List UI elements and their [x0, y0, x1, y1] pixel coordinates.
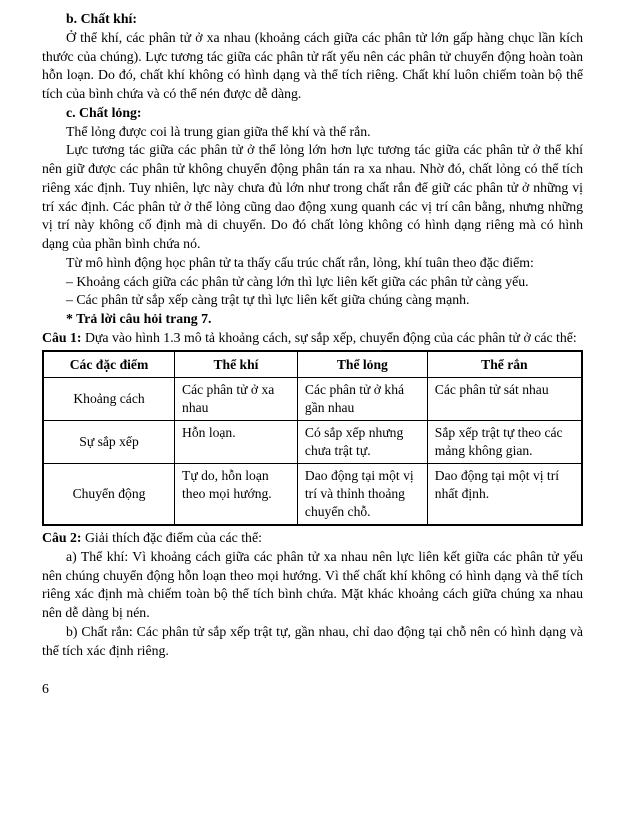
- table-header-row: [43, 351, 582, 378]
- page-number: 6: [42, 681, 49, 697]
- table-cell: Các phân tử ở xa nhau: [175, 378, 298, 421]
- paragraph-answer-a: a) Thể khí: Vì khoảng cách giữa các phân tử xa nhau nên lực liên kết giữa các phân tử yếu nên chúng chuyển động hỗn loạn theo mọi hướng. Vì thế chất khí không có hình dạng và thể tích riêng xác định mà chiếm toàn bộ thể tích bình chứa. Mặt khác khoảng cách giữa chúng xa nhau nên dễ dàng bị nén.: [42, 548, 583, 620]
- table-cell: Tự do, hỗn loạn theo mọi hướng.: [175, 464, 298, 525]
- paragraph-answer-b: b) Chất rắn: Các phân tử sắp xếp trật tự, gần nhau, chỉ dao động tại chỗ nên có hình dạng và thể tích xác định riêng.: [42, 623, 583, 658]
- table-cell: Các phân tử sát nhau: [427, 378, 582, 421]
- table-header-the-ran: Thể rắn: [427, 351, 582, 378]
- bullet-distance: – Khoảng cách giữa các phân tử càng lớn thì lực liên kết giữa các phân tử càng yếu.: [66, 273, 529, 289]
- cau2-label: Câu 2:: [42, 530, 82, 545]
- table-header-the-khi: Thể khí: [175, 351, 298, 378]
- paragraph-cau1: [42, 329, 583, 348]
- cau1-label: Câu 1:: [42, 329, 82, 345]
- paragraph-model: Từ mô hình động học phân tử ta thấy cấu trúc chất rắn, lỏng, khí tuân theo đặc điểm:: [66, 254, 534, 270]
- cau2-text: Giải thích đặc điểm của các thể:: [84, 530, 262, 545]
- paragraph-liquid: Lực tương tác giữa các phân tử ở thể lỏng lớn hơn lực tương tác giữa các phân tử ở thể khí nên giữ được các phân tử không chuyển động phân tán ra xa nhau. Nhờ đó, chất lỏng có thể tích riêng xác định. Tuy nhiên, lực này chưa đủ lớn như trong chất rắn để giữ các phân tử ở những vị trí xác định. Các phân tử ở thể lỏng cũng dao động xung quanh các vị trí cân bằng, nhưng những vị trí này không cố định mà di chuyển. Do đó chất lỏng không có hình dạng riêng mà có hình dạng của phần bình chứa nó.: [42, 142, 583, 251]
- bullet-arrangement: – Các phân tử sắp xếp càng trật tự thì lực liên kết giữa chúng càng mạnh.: [66, 292, 470, 308]
- heading-chat-long: c. Chất lỏng:: [66, 104, 142, 120]
- paragraph-gas: Ở thể khí, các phân tử ở xa nhau (khoảng cách giữa các phân tử lớn gấp hàng chục lần kích thước của chúng). Lực tương tác giữa các phân tử rất yếu nên các phân tử chuyển động hoàn toàn hỗn loạn. Do đó, chất khí không có hình dạng và thể tích riêng. Chất khí luôn chiếm toàn bộ thể tích của bình chứa và có thể nén được dễ dàng.: [42, 29, 583, 101]
- heading-chat-khi: b. Chất khí:: [66, 11, 137, 26]
- table-cell: Sắp xếp trật tự theo các mảng không gian.: [427, 421, 582, 464]
- table-cell: Các phân tử ở khá gần nhau: [297, 378, 427, 421]
- table-cell: Dao động tại một vị trí và thỉnh thoảng chuyển chỗ.: [297, 464, 427, 525]
- table-cell: Hỗn loạn.: [175, 421, 298, 464]
- table-cell: Dao động tại một vị trí nhất định.: [427, 464, 582, 525]
- paragraph-liquid-intro: Thể lỏng được coi là trung gian giữa thể khí và thể rắn.: [66, 123, 371, 139]
- states-comparison-table: [42, 350, 583, 527]
- table-cell: Có sắp xếp nhưng chưa trật tự.: [297, 421, 427, 464]
- table-header-the-long: Thể lỏng: [297, 351, 427, 378]
- row-label: Chuyển động: [43, 464, 175, 525]
- row-label: Sự sắp xếp: [43, 421, 175, 464]
- table-row-chuyen-dong: [43, 464, 582, 525]
- table-row-khoang-cach: [43, 378, 582, 421]
- row-label: Khoảng cách: [43, 378, 175, 421]
- paragraph-cau2: [42, 529, 583, 548]
- table-header-dac-diem: Các đặc điểm: [43, 351, 175, 378]
- heading-tra-loi: * Trả lời câu hỏi trang 7.: [66, 311, 212, 326]
- table-row-sap-xep: [43, 421, 582, 464]
- cau1-text: Dựa vào hình 1.3 mô tả khoảng cách, sự sắp xếp, chuyển động của các phân tử ở các thể:: [84, 329, 577, 345]
